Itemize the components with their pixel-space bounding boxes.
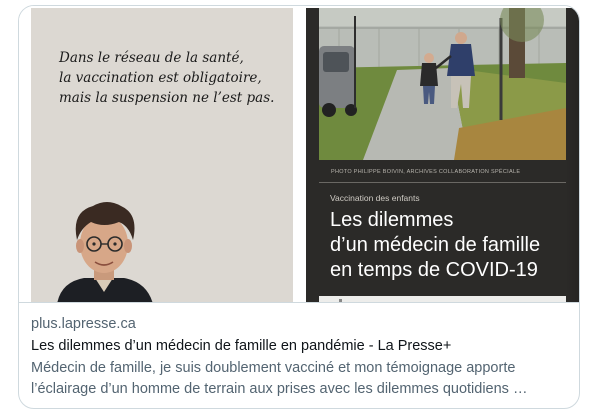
opinion-panel: [31, 8, 293, 302]
article-kicker: Vaccination des enfants: [330, 193, 420, 203]
description-line: Médecin de famille, je suis doublement vacciné et mon témoignage apporte: [31, 360, 516, 376]
quote-line: la vaccination est obligatoire,: [59, 70, 262, 86]
quote-line: mais la suspension ne l’est pas.: [59, 90, 275, 106]
headline-line: d’un médecin de famille: [330, 234, 541, 256]
link-description: [31, 358, 567, 400]
article-photo: [319, 8, 566, 160]
pull-quote: [59, 48, 291, 108]
edge-shadow: [565, 8, 579, 302]
link-domain: plus.lapresse.ca: [31, 316, 136, 332]
photo-credit: PHOTO PHILIPPE BOIVIN, ARCHIVES COLLABORATION SPÉCIALE: [331, 169, 521, 175]
headline-line: en temps de COVID-19: [330, 259, 538, 281]
article-panel: [306, 8, 579, 302]
link-title[interactable]: Les dilemmes d’un médecin de famille en pandémie - La Presse+: [31, 338, 452, 354]
preview-image[interactable]: [19, 6, 579, 302]
link-preview-card[interactable]: [18, 5, 580, 409]
quote-line: Dans le réseau de la santé,: [59, 50, 244, 66]
article-headline: [330, 208, 570, 283]
headline-line: Les dilemmes: [330, 209, 454, 231]
author-portrait: [49, 194, 159, 302]
description-line: l’éclairage d’un homme de terrain aux prises avec les dilemmes quotidiens …: [31, 381, 528, 397]
panel-rule: [319, 182, 566, 183]
link-meta[interactable]: [19, 302, 579, 408]
panel-divider: [293, 6, 305, 302]
